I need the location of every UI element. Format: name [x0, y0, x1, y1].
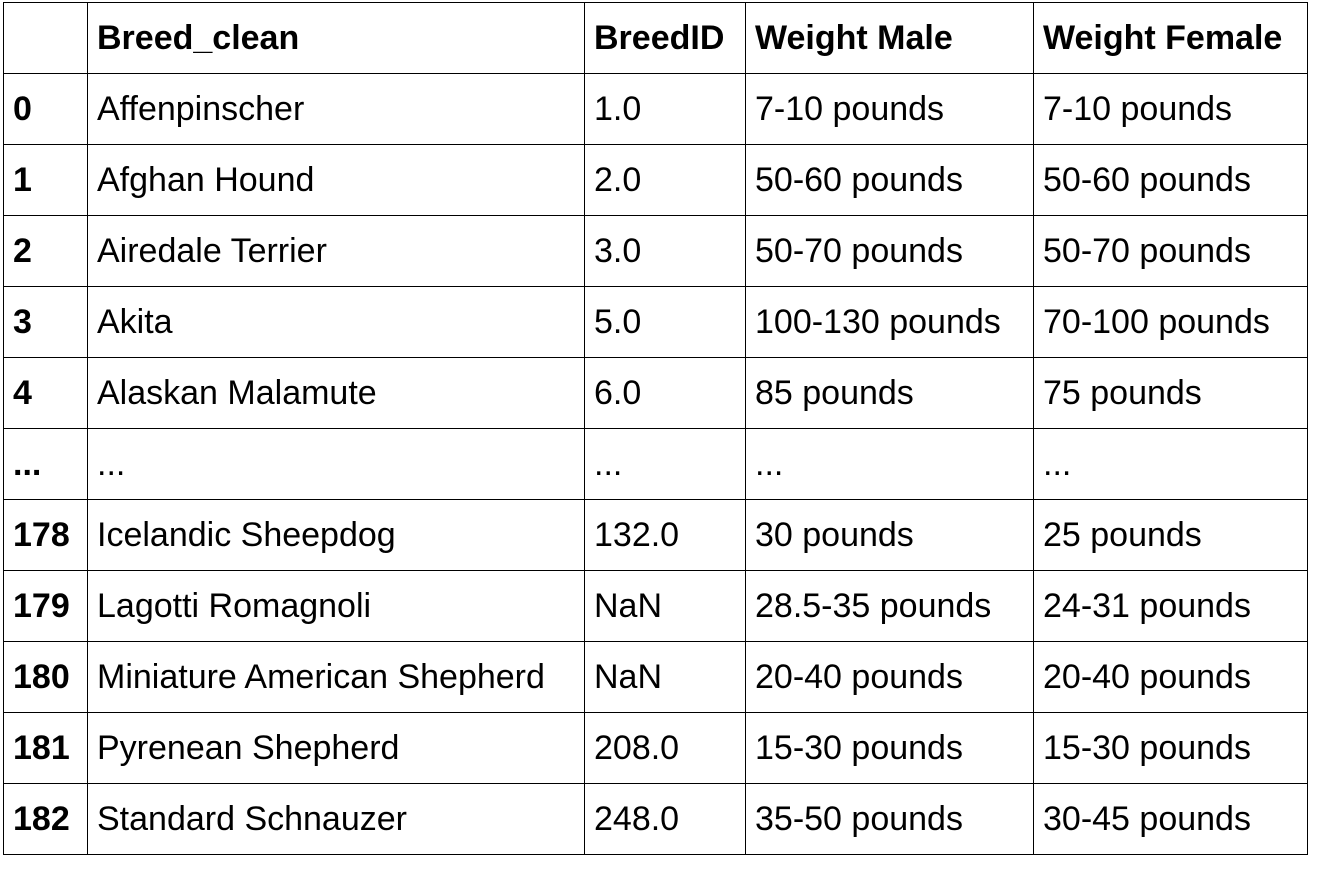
row-index: 3 [4, 287, 88, 358]
cell-breed-id: NaN [585, 642, 746, 713]
cell-weight-male: 28.5-35 pounds [746, 571, 1034, 642]
column-header-breed-clean: Breed_clean [88, 3, 585, 74]
table-row [4, 784, 1308, 855]
cell-breed-clean: Affenpinscher [88, 74, 585, 145]
table-row [4, 358, 1308, 429]
cell-breed-clean: Icelandic Sheepdog [88, 500, 585, 571]
cell-weight-male: 20-40 pounds [746, 642, 1034, 713]
cell-weight-male: 50-70 pounds [746, 216, 1034, 287]
row-index: 178 [4, 500, 88, 571]
cell-weight-male: 30 pounds [746, 500, 1034, 571]
cell-breed-id: 1.0 [585, 74, 746, 145]
cell-weight-male: 7-10 pounds [746, 74, 1034, 145]
table-row [4, 287, 1308, 358]
table-row [4, 74, 1308, 145]
row-index: 181 [4, 713, 88, 784]
cell-breed-clean: Akita [88, 287, 585, 358]
cell-breed-id: 132.0 [585, 500, 746, 571]
cell-weight-female: 15-30 pounds [1034, 713, 1308, 784]
cell-weight-female: 50-70 pounds [1034, 216, 1308, 287]
cell-breed-clean: Lagotti Romagnoli [88, 571, 585, 642]
cell-breed-id: 6.0 [585, 358, 746, 429]
cell-weight-male: 85 pounds [746, 358, 1034, 429]
cell-weight-female: 24-31 pounds [1034, 571, 1308, 642]
cell-weight-female: 50-60 pounds [1034, 145, 1308, 216]
table-row [4, 145, 1308, 216]
row-index: 179 [4, 571, 88, 642]
cell-breed-clean: Miniature American Shepherd [88, 642, 585, 713]
cell-breed-id: NaN [585, 571, 746, 642]
cell-weight-female: ... [1034, 429, 1308, 500]
row-index: 1 [4, 145, 88, 216]
cell-breed-clean: ... [88, 429, 585, 500]
table-row [4, 500, 1308, 571]
table-body [4, 74, 1308, 855]
cell-breed-id: 248.0 [585, 784, 746, 855]
header-row [4, 3, 1308, 74]
row-index: 180 [4, 642, 88, 713]
cell-weight-male: 50-60 pounds [746, 145, 1034, 216]
row-index: 2 [4, 216, 88, 287]
row-index: 4 [4, 358, 88, 429]
cell-breed-clean: Standard Schnauzer [88, 784, 585, 855]
cell-weight-female: 20-40 pounds [1034, 642, 1308, 713]
cell-breed-id: 208.0 [585, 713, 746, 784]
column-header-weight-female: Weight Female [1034, 3, 1308, 74]
cell-breed-clean: Alaskan Malamute [88, 358, 585, 429]
row-index: 0 [4, 74, 88, 145]
cell-breed-clean: Pyrenean Shepherd [88, 713, 585, 784]
table-row [4, 713, 1308, 784]
cell-weight-male: 100-130 pounds [746, 287, 1034, 358]
cell-breed-id: ... [585, 429, 746, 500]
cell-weight-male: 35-50 pounds [746, 784, 1034, 855]
table-row [4, 642, 1308, 713]
cell-weight-female: 70-100 pounds [1034, 287, 1308, 358]
row-index: 182 [4, 784, 88, 855]
cell-weight-female: 30-45 pounds [1034, 784, 1308, 855]
cell-weight-male: 15-30 pounds [746, 713, 1034, 784]
cell-breed-clean: Airedale Terrier [88, 216, 585, 287]
row-index: ... [4, 429, 88, 500]
cell-weight-female: 75 pounds [1034, 358, 1308, 429]
column-header-breed-id: BreedID [585, 3, 746, 74]
cell-weight-female: 25 pounds [1034, 500, 1308, 571]
cell-breed-id: 2.0 [585, 145, 746, 216]
cell-breed-id: 5.0 [585, 287, 746, 358]
table-row [4, 216, 1308, 287]
cell-weight-female: 7-10 pounds [1034, 74, 1308, 145]
cell-breed-clean: Afghan Hound [88, 145, 585, 216]
column-header-weight-male: Weight Male [746, 3, 1034, 74]
table-row [4, 571, 1308, 642]
cell-weight-male: ... [746, 429, 1034, 500]
index-header [4, 3, 88, 74]
table-row [4, 429, 1308, 500]
dataframe-table [3, 2, 1308, 855]
cell-breed-id: 3.0 [585, 216, 746, 287]
